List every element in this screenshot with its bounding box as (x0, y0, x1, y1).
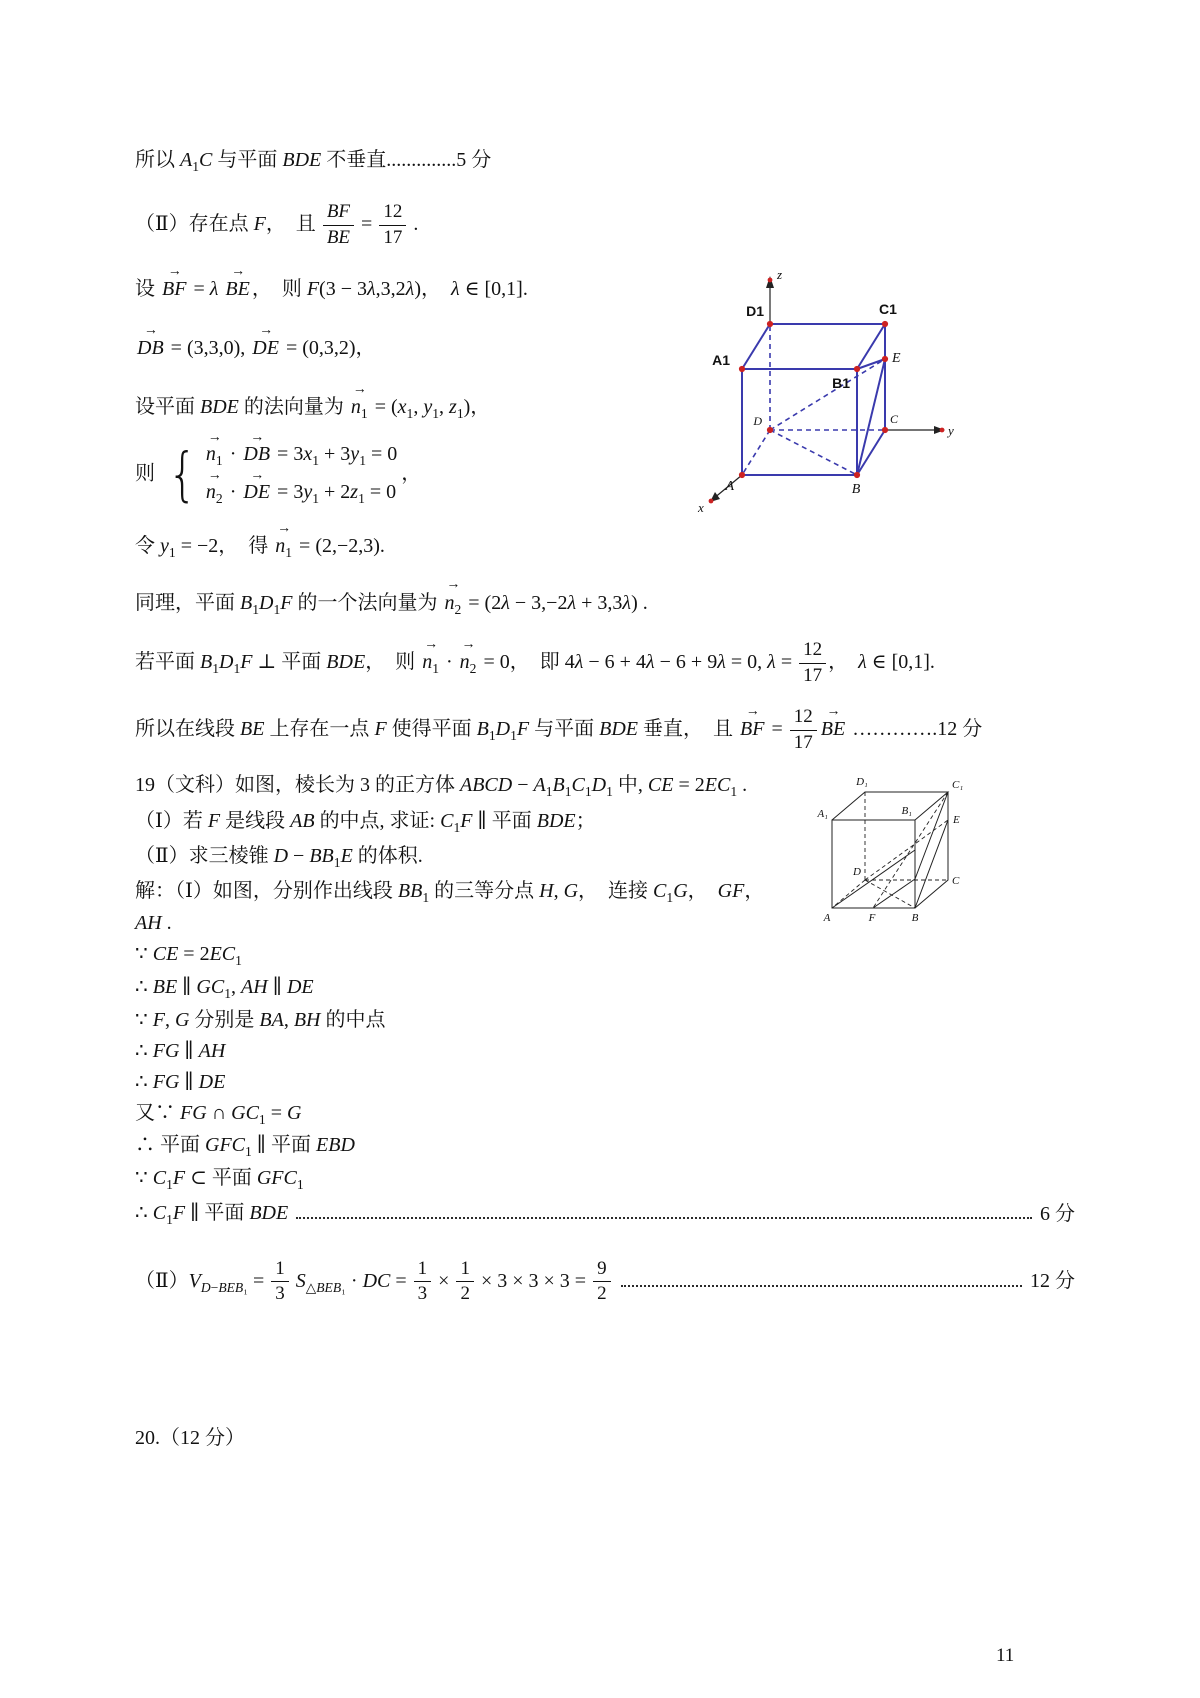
figure1-labels (697, 267, 954, 515)
step-line: ∵ $C_1F$ ⊂ 平面 $GFC_1$ (135, 1167, 304, 1193)
vertex-label-e: E (953, 814, 960, 826)
volume-formula: $(Ⅱ)V_{D-BEB_1}$ = $\frac{1}{3}$ $S_{\triangle BEB_1}$ · DC = $\frac{1}{3}$ × $\frac{1}{2}$ × 3 × 3 × 3 = $\frac{9}{2}$ (135, 1258, 613, 1307)
step-line: DB → = (3,3,0), DE → = (0,3,2)， (135, 334, 1075, 363)
page-number: 11 (996, 1645, 1015, 1666)
step-line: AH . (135, 912, 172, 935)
axis-label-y: y (948, 423, 954, 438)
step-line: 所以在线段 BE 上存在一点 F 使得平面 $B_1D_1F$ 与平面 BDE 垂直， 且 BF → = $\frac{12}{17}$ BE → ………….12 分 (135, 706, 1075, 755)
step-line: ∴ FG ∥ DE (135, 1070, 226, 1093)
vertex-label-c: C (952, 875, 960, 887)
vertex-label-b1: B₁ (901, 805, 912, 817)
vertex-label-c: C (890, 412, 899, 426)
step-line: 若平面 $B_1D_1F$ ⊥ 平面 BDE， 则 $n_1$ → · $n_2$ → = 0， 即 4λ − 6 + 4λ − 6 + 9λ = 0, λ = $\frac{12}{17}$ ， λ ∈ [0,1]. (135, 639, 1075, 688)
vertex-markers (709, 278, 945, 504)
step-line: ∵ CE = $2EC_1$ (135, 943, 242, 969)
vertex-label-c1: C₁ (952, 779, 964, 791)
vertex-label-d1: D1 (746, 303, 764, 319)
cube-hidden-edges (742, 324, 885, 475)
cube2-solid-edges (832, 792, 948, 908)
step-line: （Ⅰ）若 F 是线段 AB 的中点, 求证: $C_1F$ ∥ 平面 BDE； (135, 810, 596, 836)
step-line: ∴ FG ∥ AH (135, 1039, 226, 1062)
cube-figure-problem19 (812, 768, 992, 933)
dotted-leader (621, 1285, 1022, 1287)
cube-figure-coordinates (688, 262, 978, 517)
step-line: 则 { $n_1$ → · DB → = $3x_1 + 3y_1 = 0$ $n_2$ → · DE → = $3y_1 + 2z_1 = 0$ ， (135, 442, 1075, 508)
step-line-with-score (135, 1199, 1075, 1230)
conclusion-text: ∴ $C_1F$ ∥ 平面 BDE (135, 1201, 289, 1227)
cube2-hidden-edges (832, 792, 948, 908)
step-line: 同理，平面 $B_1D_1F$ 的一个法向量为 $n_2$ → = (2λ − 3,−2λ + 3,3λ) . (135, 589, 1075, 620)
vertex-label-a1: A1 (712, 352, 730, 368)
axis-label-z: z (777, 267, 783, 282)
vertex-label-c1: C1 (879, 301, 897, 317)
vertex-label-b: B (911, 912, 919, 924)
volume-formula-line (135, 1258, 1075, 1307)
step-line: 设 BF → = λ BE → ， 则 F(3 − 3λ,3,2λ)， λ ∈ [0,1]. (135, 275, 1075, 304)
vertex-label-e: E (892, 351, 901, 366)
step-line: 令 $y_1 = -2$， 得 $n_1$ → = (2,−2,3). (135, 532, 1075, 563)
score-badge: 12 分 (1030, 1270, 1075, 1293)
step-line: 所以 $A_1C$ 与平面 BDE 不垂直..............5 分 (135, 149, 492, 174)
vertex-label-a: A (725, 479, 734, 494)
step-line: （Ⅱ）存在点 F， 且 $\frac{BF}{BE}$ = $\frac{12}{17}$ . (135, 200, 419, 248)
vertex-label-d: D (853, 866, 861, 878)
step-line: 又∵ FG ∩ $GC_1 = G$ (135, 1101, 302, 1127)
score-badge: 6 分 (1040, 1202, 1075, 1225)
dotted-leader (296, 1217, 1032, 1219)
vertex-label-d: D (753, 414, 762, 428)
step-line: 解：（Ⅰ）如图，分别作出线段 $BB_1$ 的三等分点 H, G， 连接 $C_1G$， GF， (135, 879, 765, 905)
axis-label-x: x (698, 500, 704, 515)
vertex-label-a: A (823, 912, 831, 924)
step-line: 设平面 BDE 的法向量为 $n_1$ → = ($x_1$, $y_1$, $z_1$)， (135, 393, 1075, 424)
step-line: （Ⅱ）求三棱锥 $D - BB_1E$ 的体积. (135, 844, 423, 870)
vertex-label-f: F (868, 912, 876, 924)
vertex-label-a1: A₁ (817, 808, 828, 820)
step-line: ∵ F, G 分别是 BA, BH 的中点 (135, 1008, 386, 1031)
step-line: ∴ BE ∥ $GC_1$, AH ∥ DE (135, 976, 314, 1002)
vertex-label-b1: B1 (832, 375, 850, 391)
step-line: ∴ 平面 $GFC_1$ ∥ 平面 EBD (135, 1134, 355, 1160)
vertex-label-d1: D₁ (856, 776, 868, 788)
problem-20-title: 20.（12 分） (135, 1427, 245, 1450)
problem-19-title: 19（文科）如图，棱长为 3 的正方体 ABCD − $A_1B_1C_1D_1$ 中, CE = $2EC_1$ . (135, 773, 748, 799)
vertex-label-b: B (851, 482, 861, 497)
